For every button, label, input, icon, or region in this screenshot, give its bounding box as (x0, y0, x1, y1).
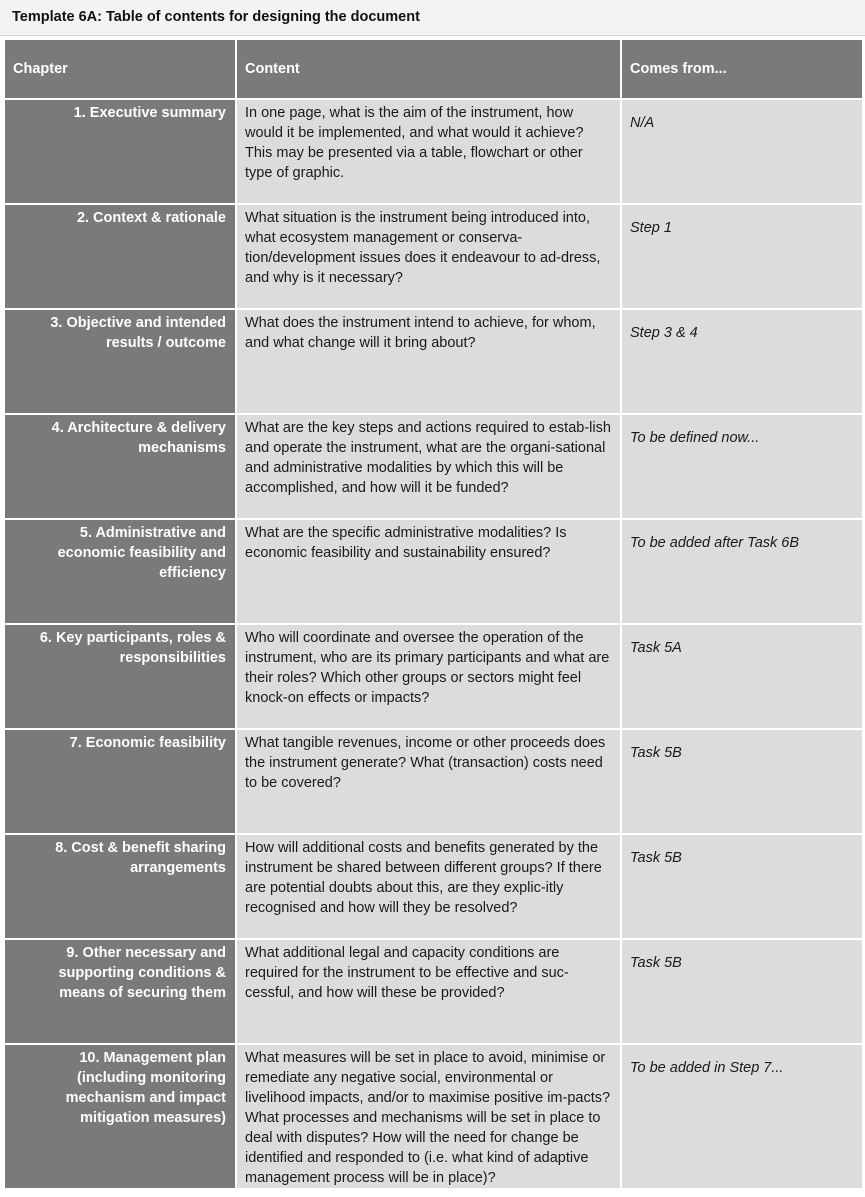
table-row (5, 625, 862, 728)
source-cell: To be added after Task 6B (622, 520, 862, 623)
content-cell: What measures will be set in place to avoid, minimise or remediate any negative social, environmental or livelihood impacts, and/or to maximise positive im-pacts? What processes and mechanisms will be set in place to deal with disputes? How will the need for change be identified and responded to (i.e. what kind of adaptive management process will be in place)? (237, 1045, 620, 1188)
table-row (5, 730, 862, 833)
table-row (5, 835, 862, 938)
content-cell: What additional legal and capacity conditions are required for the instrument to be effective and suc-cessful, and how will these be provided? (237, 940, 620, 1043)
chapter-cell: 1. Executive summary (5, 100, 235, 203)
chapter-cell: 2. Context & rationale (5, 205, 235, 308)
source-cell: To be defined now... (622, 415, 862, 518)
source-cell: Step 1 (622, 205, 862, 308)
content-cell: What does the instrument intend to achieve, for whom, and what change will it bring about? (237, 310, 620, 413)
chapter-cell: 5. Administrative and economic feasibility and efficiency (5, 520, 235, 623)
table-row (5, 1045, 862, 1188)
table-row (5, 415, 862, 518)
content-cell: Who will coordinate and oversee the operation of the instrument, who are its primary participants and what are their roles? Which other groups or sectors might feel knock-on effects or impacts? (237, 625, 620, 728)
content-cell: What tangible revenues, income or other proceeds does the instrument generate? What (transaction) costs need to be covered? (237, 730, 620, 833)
source-cell: Task 5A (622, 625, 862, 728)
chapter-cell: 7. Economic feasibility (5, 730, 235, 833)
table-row (5, 520, 862, 623)
chapter-cell: 9. Other necessary and supporting conditions & means of securing them (5, 940, 235, 1043)
content-cell: How will additional costs and benefits generated by the instrument be shared between different groups? If there are potential doubts about this, are they explic-itly recognised and how will they be resolved? (237, 835, 620, 938)
column-header-source: Comes from... (622, 40, 862, 98)
chapter-cell: 8. Cost & benefit sharing arrangements (5, 835, 235, 938)
table-row (5, 100, 862, 203)
page-title: Template 6A: Table of contents for designing the document (0, 0, 865, 36)
source-cell: Task 5B (622, 730, 862, 833)
table-row (5, 940, 862, 1043)
content-cell: What are the specific administrative modalities? Is economic feasibility and sustainability ensured? (237, 520, 620, 623)
table-row (5, 205, 862, 308)
toc-table (3, 38, 864, 1190)
source-cell: N/A (622, 100, 862, 203)
source-cell: To be added in Step 7... (622, 1045, 862, 1188)
chapter-cell: 4. Architecture & delivery mechanisms (5, 415, 235, 518)
table-header-row (5, 40, 862, 98)
content-cell: What are the key steps and actions required to estab-lish and operate the instrument, what are the organi-sational and administrative modalities by which this will be accomplished, and how will it be funded? (237, 415, 620, 518)
chapter-cell: 10. Management plan (including monitoring mechanism and impact mitigation measures) (5, 1045, 235, 1188)
chapter-cell: 3. Objective and intended results / outcome (5, 310, 235, 413)
content-cell: In one page, what is the aim of the instrument, how would it be implemented, and what would it achieve? This may be presented via a table, flowchart or other type of graphic. (237, 100, 620, 203)
table-row (5, 310, 862, 413)
content-cell: What situation is the instrument being introduced into, what ecosystem management or conserva-tion/development issues does it endeavour to ad-dress, and why is it necessary? (237, 205, 620, 308)
column-header-chapter: Chapter (5, 40, 235, 98)
source-cell: Task 5B (622, 940, 862, 1043)
source-cell: Task 5B (622, 835, 862, 938)
source-cell: Step 3 & 4 (622, 310, 862, 413)
column-header-content: Content (237, 40, 620, 98)
chapter-cell: 6. Key participants, roles & responsibilities (5, 625, 235, 728)
